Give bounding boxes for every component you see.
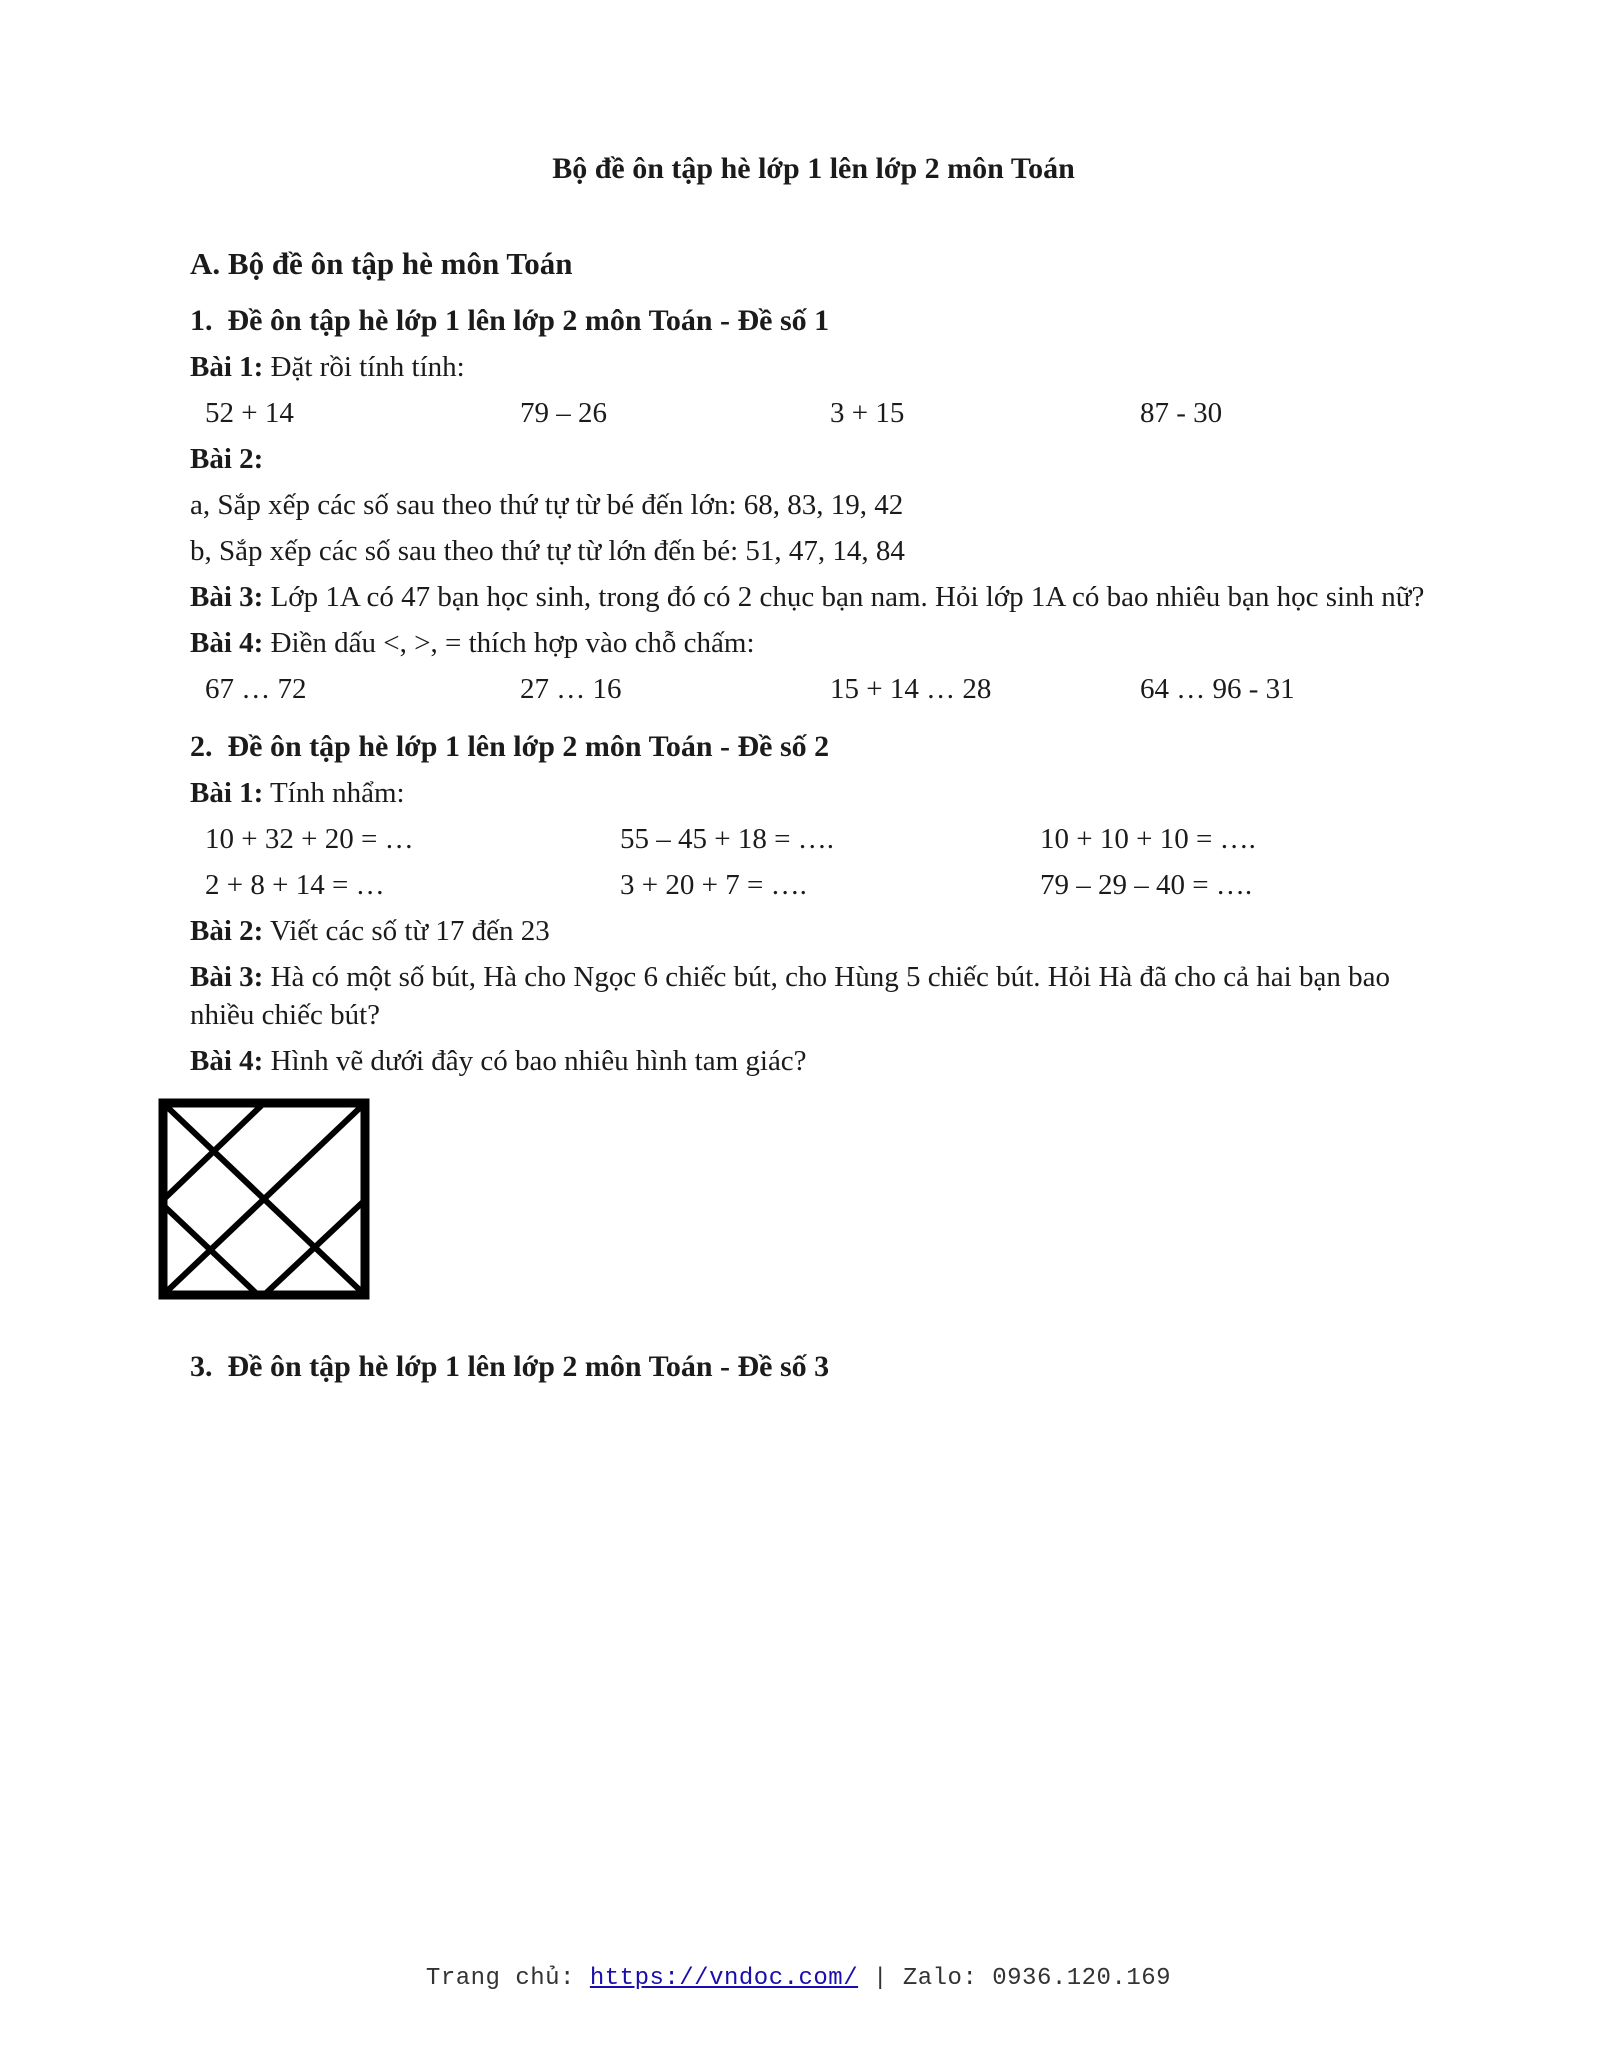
exam1-bai3-label: Bài 3: (190, 581, 264, 613)
exam2-bai3 (190, 958, 1437, 1034)
page-footer (0, 1965, 1597, 1992)
exam1-bai2-item-a: a, Sắp xếp các số sau theo thứ tự từ bé đến lớn: 68, 83, 19, 42 (190, 489, 904, 521)
exam1-bai2 (190, 440, 1437, 478)
problem-item: 27 … 16 (520, 673, 622, 705)
problem-item: 55 – 45 + 18 = …. (620, 823, 834, 855)
exam1-bai2-label: Bài 2: (190, 443, 264, 475)
problem-item: 67 … 72 (205, 673, 307, 705)
exam2-bai2-text: Viết các số từ 17 đến 23 (270, 915, 550, 947)
footer-separator: | (873, 1965, 888, 1992)
exam1-bai4-problems (205, 670, 1437, 708)
exam2-bai1 (190, 774, 1437, 812)
problem-item: 79 – 26 (520, 397, 607, 429)
problem-item: 15 + 14 … 28 (830, 673, 992, 705)
problem-item: 3 + 20 + 7 = …. (620, 869, 807, 901)
exam2-bai2-label: Bài 2: (190, 915, 264, 947)
exam2-bai1-row2 (205, 866, 1437, 904)
triangle-puzzle-figure (158, 1098, 1437, 1300)
problem-item: 52 + 14 (205, 397, 294, 429)
exam2-bai3-label: Bài 3: (190, 961, 264, 993)
exam1-bai2-item-b: b, Sắp xếp các số sau theo thứ tự từ lớn đến bé: 51, 47, 14, 84 (190, 535, 905, 567)
exam2-bai4-label: Bài 4: (190, 1045, 264, 1077)
footer-home-link[interactable]: https://vndoc.com/ (589, 1965, 859, 1992)
problem-item: 79 – 29 – 40 = …. (1040, 869, 1253, 901)
exam1-bai4-text: Điền dấu <, >, = thích hợp vào chỗ chấm: (270, 627, 755, 659)
footer-home-label: Trang chủ: (425, 1965, 575, 1992)
problem-item: 10 + 10 + 10 = …. (1040, 823, 1256, 855)
exam1-bai1 (190, 348, 1437, 386)
document-title: Bộ đề ôn tập hè lớp 1 lên lớp 2 môn Toán (552, 152, 1075, 185)
problem-item: 87 - 30 (1140, 397, 1223, 429)
problem-item: 2 + 8 + 14 = … (205, 869, 385, 901)
exam1-heading: 1. Đề ôn tập hè lớp 1 lên lớp 2 môn Toán - Đề số 1 (190, 304, 830, 337)
exam2-bai1-text: Tính nhẩm: (270, 777, 405, 809)
exam3-heading: 3. Đề ôn tập hè lớp 1 lên lớp 2 môn Toán - Đề số 3 (190, 1350, 830, 1383)
problem-item: 3 + 15 (830, 397, 905, 429)
exam2-bai1-label: Bài 1: (190, 777, 264, 809)
exam1-bai1-label: Bài 1: (190, 351, 264, 383)
exam1-bai3-text: Lớp 1A có 47 bạn học sinh, trong đó có 2 chục bạn nam. Hỏi lớp 1A có bao nhiêu bạn học sinh nữ? (270, 581, 1425, 613)
exam1-bai4 (190, 624, 1437, 662)
exam1-bai4-label: Bài 4: (190, 627, 264, 659)
footer-zalo: Zalo: 0936.120.169 (902, 1965, 1172, 1992)
problem-item: 64 … 96 - 31 (1140, 673, 1295, 705)
exam2-bai3-text: Hà có một số bút, Hà cho Ngọc 6 chiếc bút, cho Hùng 5 chiếc bút. Hỏi Hà đã cho cả hai bạn bao nhiều chiếc bút? (190, 961, 1390, 1031)
exam2-bai2 (190, 912, 1437, 950)
exam1-bai1-text: Đặt rồi tính tính: (270, 351, 465, 383)
exam1-bai1-problems (205, 394, 1437, 432)
triangle-puzzle-svg (158, 1098, 370, 1300)
exam2-bai1-row1 (205, 820, 1437, 858)
exam1-bai3 (190, 578, 1437, 616)
exam2-heading: 2. Đề ôn tập hè lớp 1 lên lớp 2 môn Toán - Đề số 2 (190, 730, 830, 763)
exam2-bai4 (190, 1042, 1437, 1080)
exam2-bai4-text: Hình vẽ dưới đây có bao nhiêu hình tam giác? (270, 1045, 807, 1077)
section-a-heading: A. Bộ đề ôn tập hè môn Toán (190, 246, 573, 281)
problem-item: 10 + 32 + 20 = … (205, 823, 414, 855)
